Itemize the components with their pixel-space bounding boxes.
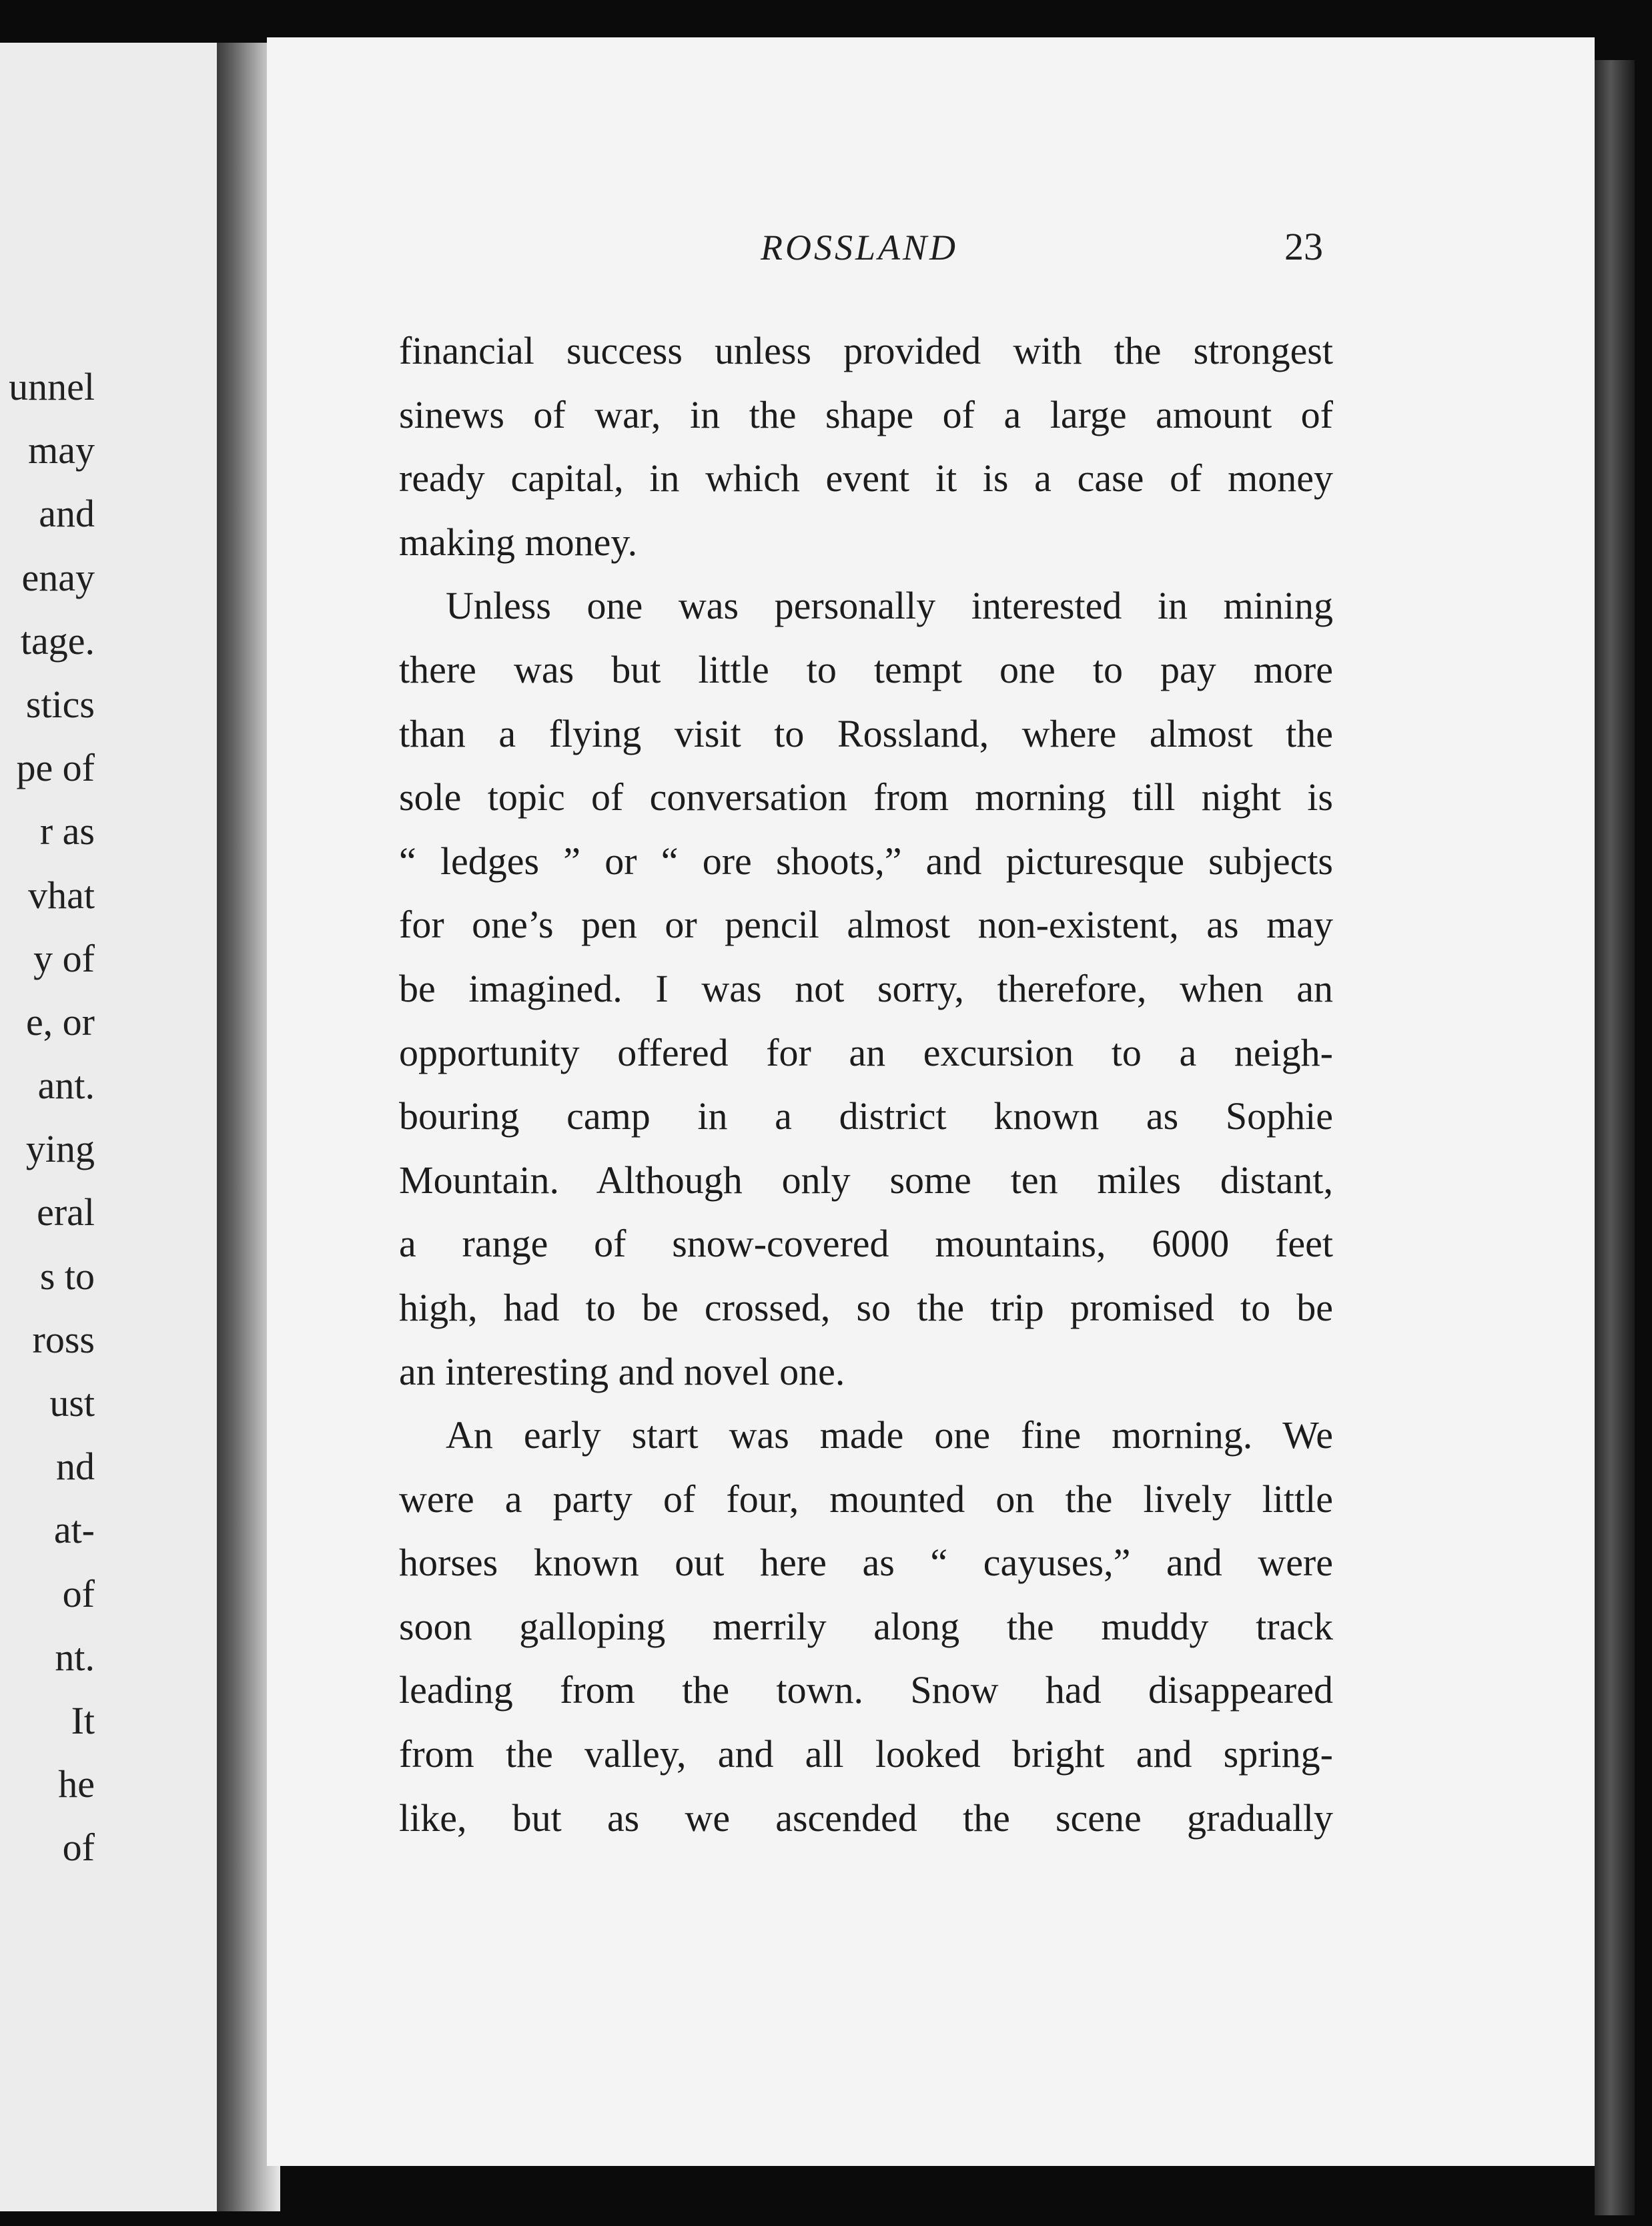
text-line: opportunity offered for an excursion to a neigh- (399, 1030, 1333, 1074)
page-number: 23 (1284, 225, 1323, 268)
text-line: “ ledges ” or “ ore shoots,” and picturesque subjects (399, 839, 1333, 883)
left-fragment: It (71, 1698, 95, 1742)
text-line: like, but as we ascended the scene gradually (399, 1796, 1333, 1840)
left-fragment: ying (25, 1127, 95, 1171)
page-edge (1595, 60, 1635, 2215)
left-fragment: enay (21, 555, 95, 599)
left-fragment: nd (56, 1445, 95, 1489)
left-fragment: nt. (55, 1635, 95, 1679)
text-line: bouring camp in a district known as Sophie (399, 1094, 1333, 1138)
text-line: soon galloping merrily along the muddy track (399, 1604, 1333, 1648)
left-fragment: ant. (37, 1064, 95, 1108)
text-line: an interesting and novel one. (399, 1349, 845, 1393)
text-line: horses known out here as “ cayuses,” and were (399, 1541, 1333, 1585)
left-fragment: r as (39, 809, 95, 853)
text-line: than a flying visit to Rossland, where almost the (399, 711, 1333, 755)
paragraph-first-line: Unless one was personally interested in mining (446, 584, 1333, 628)
left-fragment: eral (37, 1190, 95, 1234)
text-line: were a party of four, mounted on the lively little (399, 1477, 1333, 1521)
running-head: ROSSLAND (761, 228, 959, 268)
left-fragment: of (62, 1826, 95, 1870)
left-fragment: may (28, 428, 95, 472)
text-line: Mountain. Although only some ten miles distant, (399, 1158, 1333, 1202)
left-fragment: unnel (9, 365, 95, 408)
left-fragment: ust (49, 1381, 95, 1425)
left-fragment: vhat (28, 873, 95, 917)
left-page-text-fragments (0, 355, 95, 1880)
left-fragment: at- (53, 1508, 95, 1552)
left-fragment: ross (32, 1317, 95, 1361)
left-fragment: and (39, 492, 95, 536)
text-line: a range of snow-covered mountains, 6000 feet (399, 1222, 1333, 1266)
paragraph-first-line: An early start was made one fine morning. We (446, 1413, 1333, 1457)
left-fragment: of (62, 1571, 95, 1615)
text-line: there was but little to tempt one to pay more (399, 647, 1333, 691)
text-line: making money. (399, 520, 638, 564)
left-fragment: s to (39, 1254, 95, 1298)
left-fragment: e, or (25, 1000, 95, 1044)
body-text (399, 319, 1333, 1850)
left-fragment: he (58, 1762, 95, 1806)
left-fragment: y of (33, 936, 95, 980)
text-line: from the valley, and all looked bright and spring- (399, 1732, 1333, 1776)
text-line: leading from the town. Snow had disappeared (399, 1668, 1333, 1712)
text-line: sole topic of conversation from morning till night is (399, 775, 1333, 819)
text-line: for one’s pen or pencil almost non-existent, as may (399, 903, 1333, 947)
left-facing-page (0, 43, 227, 2211)
text-line: financial success unless provided with the strongest (399, 329, 1333, 372)
left-fragment: tage. (20, 619, 95, 663)
text-line: ready capital, in which event it is a case of money (399, 456, 1333, 500)
left-fragment: stics (25, 682, 95, 726)
text-line: sinews of war, in the shape of a large amount of (399, 392, 1333, 436)
left-fragment: pe of (16, 746, 95, 790)
text-line: be imagined. I was not sorry, therefore, when an (399, 966, 1333, 1010)
text-line: high, had to be crossed, so the trip promised to be (399, 1285, 1333, 1329)
